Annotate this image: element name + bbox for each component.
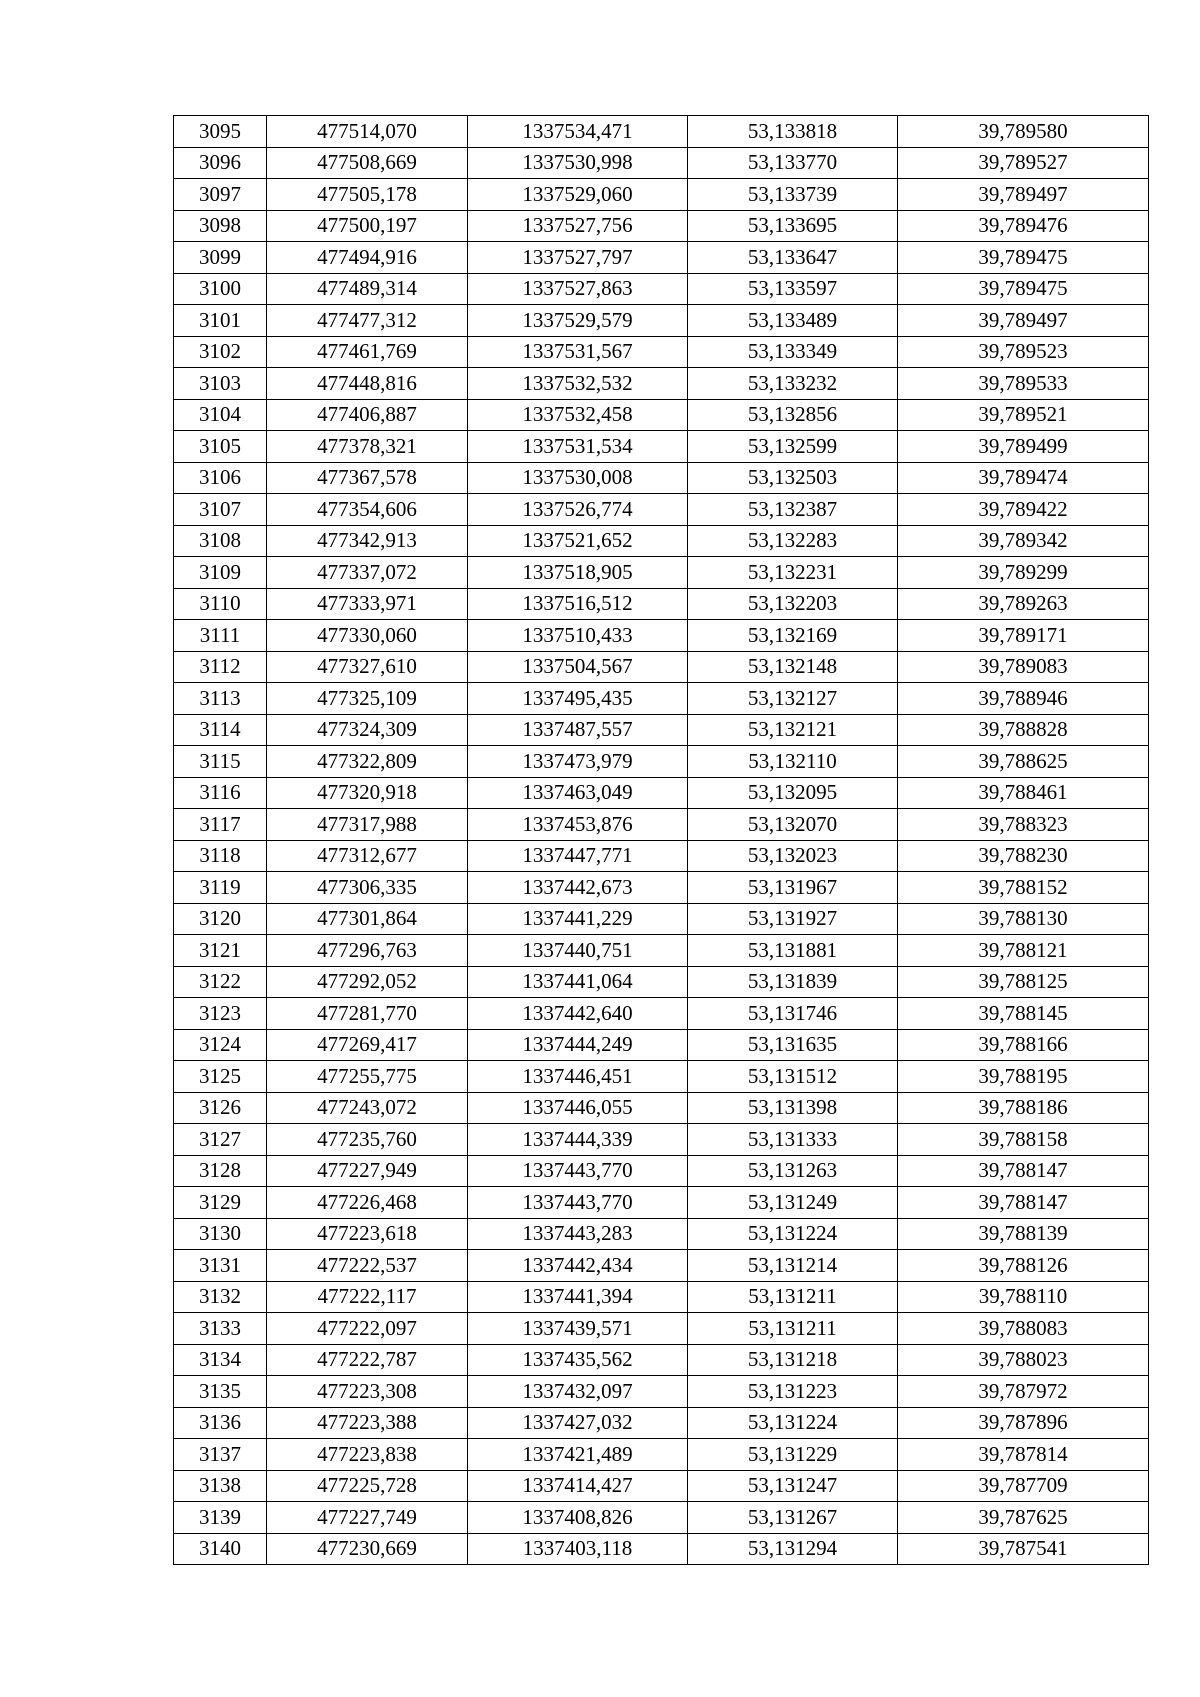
table-row — [174, 1124, 1149, 1156]
y-coordinate-cell: 1337531,567 — [468, 336, 688, 368]
longitude-cell: 39,789299 — [898, 557, 1149, 589]
point-number-cell: 3122 — [174, 966, 267, 998]
point-number-cell: 3132 — [174, 1281, 267, 1313]
x-coordinate-cell: 477324,309 — [267, 714, 468, 746]
latitude-cell: 53,131214 — [688, 1250, 898, 1282]
table-row — [174, 714, 1149, 746]
longitude-cell: 39,789474 — [898, 462, 1149, 494]
table-row — [174, 525, 1149, 557]
latitude-cell: 53,132599 — [688, 431, 898, 463]
longitude-cell: 39,788110 — [898, 1281, 1149, 1313]
x-coordinate-cell: 477500,197 — [267, 210, 468, 242]
table-row — [174, 368, 1149, 400]
latitude-cell: 53,131247 — [688, 1470, 898, 1502]
longitude-cell: 39,788121 — [898, 935, 1149, 967]
y-coordinate-cell: 1337527,756 — [468, 210, 688, 242]
point-number-cell: 3102 — [174, 336, 267, 368]
longitude-cell: 39,788166 — [898, 1029, 1149, 1061]
latitude-cell: 53,133770 — [688, 147, 898, 179]
y-coordinate-cell: 1337527,797 — [468, 242, 688, 274]
table-row — [174, 1187, 1149, 1219]
y-coordinate-cell: 1337446,055 — [468, 1092, 688, 1124]
table-row — [174, 1218, 1149, 1250]
y-coordinate-cell: 1337435,562 — [468, 1344, 688, 1376]
table-row — [174, 840, 1149, 872]
latitude-cell: 53,133739 — [688, 179, 898, 211]
table-row — [174, 494, 1149, 526]
table-row — [174, 998, 1149, 1030]
coordinates-table-body — [174, 116, 1149, 1565]
latitude-cell: 53,132231 — [688, 557, 898, 589]
y-coordinate-cell: 1337443,770 — [468, 1187, 688, 1219]
x-coordinate-cell: 477333,971 — [267, 588, 468, 620]
longitude-cell: 39,789527 — [898, 147, 1149, 179]
latitude-cell: 53,133695 — [688, 210, 898, 242]
point-number-cell: 3136 — [174, 1407, 267, 1439]
y-coordinate-cell: 1337442,640 — [468, 998, 688, 1030]
table-row — [174, 273, 1149, 305]
longitude-cell: 39,788139 — [898, 1218, 1149, 1250]
latitude-cell: 53,131211 — [688, 1281, 898, 1313]
point-number-cell: 3095 — [174, 116, 267, 148]
latitude-cell: 53,131294 — [688, 1533, 898, 1565]
y-coordinate-cell: 1337408,826 — [468, 1502, 688, 1534]
x-coordinate-cell: 477317,988 — [267, 809, 468, 841]
point-number-cell: 3096 — [174, 147, 267, 179]
table-row — [174, 1344, 1149, 1376]
y-coordinate-cell: 1337446,451 — [468, 1061, 688, 1093]
point-number-cell: 3140 — [174, 1533, 267, 1565]
y-coordinate-cell: 1337495,435 — [468, 683, 688, 715]
x-coordinate-cell: 477301,864 — [267, 903, 468, 935]
latitude-cell: 53,132127 — [688, 683, 898, 715]
point-number-cell: 3120 — [174, 903, 267, 935]
latitude-cell: 53,133597 — [688, 273, 898, 305]
point-number-cell: 3116 — [174, 777, 267, 809]
x-coordinate-cell: 477448,816 — [267, 368, 468, 400]
point-number-cell: 3117 — [174, 809, 267, 841]
latitude-cell: 53,132387 — [688, 494, 898, 526]
point-number-cell: 3137 — [174, 1439, 267, 1471]
table-row — [174, 1407, 1149, 1439]
longitude-cell: 39,789521 — [898, 399, 1149, 431]
y-coordinate-cell: 1337463,049 — [468, 777, 688, 809]
latitude-cell: 53,132121 — [688, 714, 898, 746]
y-coordinate-cell: 1337432,097 — [468, 1376, 688, 1408]
latitude-cell: 53,131398 — [688, 1092, 898, 1124]
y-coordinate-cell: 1337439,571 — [468, 1313, 688, 1345]
table-row — [174, 1502, 1149, 1534]
point-number-cell: 3128 — [174, 1155, 267, 1187]
latitude-cell: 53,131927 — [688, 903, 898, 935]
latitude-cell: 53,132169 — [688, 620, 898, 652]
x-coordinate-cell: 477508,669 — [267, 147, 468, 179]
x-coordinate-cell: 477477,312 — [267, 305, 468, 337]
x-coordinate-cell: 477330,060 — [267, 620, 468, 652]
y-coordinate-cell: 1337453,876 — [468, 809, 688, 841]
y-coordinate-cell: 1337444,339 — [468, 1124, 688, 1156]
point-number-cell: 3133 — [174, 1313, 267, 1345]
point-number-cell: 3126 — [174, 1092, 267, 1124]
table-row — [174, 1533, 1149, 1565]
point-number-cell: 3115 — [174, 746, 267, 778]
longitude-cell: 39,789523 — [898, 336, 1149, 368]
y-coordinate-cell: 1337443,770 — [468, 1155, 688, 1187]
table-row — [174, 903, 1149, 935]
latitude-cell: 53,131881 — [688, 935, 898, 967]
point-number-cell: 3138 — [174, 1470, 267, 1502]
y-coordinate-cell: 1337442,434 — [468, 1250, 688, 1282]
table-row — [174, 1092, 1149, 1124]
point-number-cell: 3100 — [174, 273, 267, 305]
y-coordinate-cell: 1337518,905 — [468, 557, 688, 589]
x-coordinate-cell: 477269,417 — [267, 1029, 468, 1061]
longitude-cell: 39,789083 — [898, 651, 1149, 683]
x-coordinate-cell: 477227,749 — [267, 1502, 468, 1534]
y-coordinate-cell: 1337510,433 — [468, 620, 688, 652]
y-coordinate-cell: 1337414,427 — [468, 1470, 688, 1502]
y-coordinate-cell: 1337531,534 — [468, 431, 688, 463]
x-coordinate-cell: 477327,610 — [267, 651, 468, 683]
x-coordinate-cell: 477223,388 — [267, 1407, 468, 1439]
table-row — [174, 399, 1149, 431]
point-number-cell: 3113 — [174, 683, 267, 715]
x-coordinate-cell: 477461,769 — [267, 336, 468, 368]
table-row — [174, 1470, 1149, 1502]
table-row — [174, 336, 1149, 368]
longitude-cell: 39,788461 — [898, 777, 1149, 809]
y-coordinate-cell: 1337487,557 — [468, 714, 688, 746]
latitude-cell: 53,131224 — [688, 1407, 898, 1439]
x-coordinate-cell: 477306,335 — [267, 872, 468, 904]
longitude-cell: 39,788023 — [898, 1344, 1149, 1376]
latitude-cell: 53,132148 — [688, 651, 898, 683]
y-coordinate-cell: 1337442,673 — [468, 872, 688, 904]
latitude-cell: 53,133489 — [688, 305, 898, 337]
table-row — [174, 588, 1149, 620]
point-number-cell: 3119 — [174, 872, 267, 904]
table-row — [174, 620, 1149, 652]
y-coordinate-cell: 1337441,064 — [468, 966, 688, 998]
table-row — [174, 242, 1149, 274]
y-coordinate-cell: 1337526,774 — [468, 494, 688, 526]
longitude-cell: 39,789422 — [898, 494, 1149, 526]
latitude-cell: 53,132023 — [688, 840, 898, 872]
x-coordinate-cell: 477223,838 — [267, 1439, 468, 1471]
y-coordinate-cell: 1337403,118 — [468, 1533, 688, 1565]
point-number-cell: 3101 — [174, 305, 267, 337]
x-coordinate-cell: 477222,097 — [267, 1313, 468, 1345]
longitude-cell: 39,787972 — [898, 1376, 1149, 1408]
point-number-cell: 3131 — [174, 1250, 267, 1282]
longitude-cell: 39,789342 — [898, 525, 1149, 557]
table-row — [174, 809, 1149, 841]
latitude-cell: 53,131223 — [688, 1376, 898, 1408]
latitude-cell: 53,131839 — [688, 966, 898, 998]
longitude-cell: 39,788152 — [898, 872, 1149, 904]
point-number-cell: 3129 — [174, 1187, 267, 1219]
latitude-cell: 53,133349 — [688, 336, 898, 368]
longitude-cell: 39,789171 — [898, 620, 1149, 652]
table-row — [174, 147, 1149, 179]
x-coordinate-cell: 477226,468 — [267, 1187, 468, 1219]
y-coordinate-cell: 1337444,249 — [468, 1029, 688, 1061]
point-number-cell: 3112 — [174, 651, 267, 683]
latitude-cell: 53,131512 — [688, 1061, 898, 1093]
longitude-cell: 39,788145 — [898, 998, 1149, 1030]
x-coordinate-cell: 477230,669 — [267, 1533, 468, 1565]
longitude-cell: 39,787814 — [898, 1439, 1149, 1471]
latitude-cell: 53,132110 — [688, 746, 898, 778]
table-row — [174, 1313, 1149, 1345]
table-row — [174, 1029, 1149, 1061]
table-row — [174, 431, 1149, 463]
latitude-cell: 53,131249 — [688, 1187, 898, 1219]
x-coordinate-cell: 477378,321 — [267, 431, 468, 463]
y-coordinate-cell: 1337440,751 — [468, 935, 688, 967]
x-coordinate-cell: 477505,178 — [267, 179, 468, 211]
longitude-cell: 39,788126 — [898, 1250, 1149, 1282]
latitude-cell: 53,133232 — [688, 368, 898, 400]
x-coordinate-cell: 477243,072 — [267, 1092, 468, 1124]
x-coordinate-cell: 477354,606 — [267, 494, 468, 526]
x-coordinate-cell: 477320,918 — [267, 777, 468, 809]
table-row — [174, 683, 1149, 715]
x-coordinate-cell: 477292,052 — [267, 966, 468, 998]
x-coordinate-cell: 477223,308 — [267, 1376, 468, 1408]
longitude-cell: 39,788147 — [898, 1187, 1149, 1219]
latitude-cell: 53,131229 — [688, 1439, 898, 1471]
latitude-cell: 53,131263 — [688, 1155, 898, 1187]
longitude-cell: 39,788147 — [898, 1155, 1149, 1187]
latitude-cell: 53,132283 — [688, 525, 898, 557]
table-row — [174, 935, 1149, 967]
y-coordinate-cell: 1337532,458 — [468, 399, 688, 431]
y-coordinate-cell: 1337529,060 — [468, 179, 688, 211]
table-row — [174, 179, 1149, 211]
latitude-cell: 53,133818 — [688, 116, 898, 148]
x-coordinate-cell: 477222,537 — [267, 1250, 468, 1282]
longitude-cell: 39,789475 — [898, 242, 1149, 274]
point-number-cell: 3099 — [174, 242, 267, 274]
y-coordinate-cell: 1337427,032 — [468, 1407, 688, 1439]
longitude-cell: 39,788230 — [898, 840, 1149, 872]
longitude-cell: 39,788625 — [898, 746, 1149, 778]
longitude-cell: 39,788158 — [898, 1124, 1149, 1156]
x-coordinate-cell: 477312,677 — [267, 840, 468, 872]
latitude-cell: 53,132095 — [688, 777, 898, 809]
x-coordinate-cell: 477281,770 — [267, 998, 468, 1030]
point-number-cell: 3114 — [174, 714, 267, 746]
y-coordinate-cell: 1337441,394 — [468, 1281, 688, 1313]
coordinates-table — [173, 115, 1149, 1565]
longitude-cell: 39,788186 — [898, 1092, 1149, 1124]
longitude-cell: 39,788828 — [898, 714, 1149, 746]
y-coordinate-cell: 1337532,532 — [468, 368, 688, 400]
y-coordinate-cell: 1337521,652 — [468, 525, 688, 557]
table-row — [174, 1376, 1149, 1408]
latitude-cell: 53,131967 — [688, 872, 898, 904]
y-coordinate-cell: 1337530,998 — [468, 147, 688, 179]
table-row — [174, 1250, 1149, 1282]
point-number-cell: 3139 — [174, 1502, 267, 1534]
point-number-cell: 3111 — [174, 620, 267, 652]
point-number-cell: 3104 — [174, 399, 267, 431]
point-number-cell: 3135 — [174, 1376, 267, 1408]
x-coordinate-cell: 477342,913 — [267, 525, 468, 557]
y-coordinate-cell: 1337530,008 — [468, 462, 688, 494]
x-coordinate-cell: 477296,763 — [267, 935, 468, 967]
x-coordinate-cell: 477406,887 — [267, 399, 468, 431]
point-number-cell: 3118 — [174, 840, 267, 872]
x-coordinate-cell: 477255,775 — [267, 1061, 468, 1093]
point-number-cell: 3134 — [174, 1344, 267, 1376]
x-coordinate-cell: 477489,314 — [267, 273, 468, 305]
longitude-cell: 39,789533 — [898, 368, 1149, 400]
longitude-cell: 39,787709 — [898, 1470, 1149, 1502]
table-row — [174, 210, 1149, 242]
point-number-cell: 3127 — [174, 1124, 267, 1156]
point-number-cell: 3098 — [174, 210, 267, 242]
longitude-cell: 39,788946 — [898, 683, 1149, 715]
table-row — [174, 1155, 1149, 1187]
x-coordinate-cell: 477367,578 — [267, 462, 468, 494]
y-coordinate-cell: 1337473,979 — [468, 746, 688, 778]
longitude-cell: 39,789476 — [898, 210, 1149, 242]
y-coordinate-cell: 1337516,512 — [468, 588, 688, 620]
longitude-cell: 39,789497 — [898, 305, 1149, 337]
latitude-cell: 53,131218 — [688, 1344, 898, 1376]
latitude-cell: 53,131267 — [688, 1502, 898, 1534]
x-coordinate-cell: 477225,728 — [267, 1470, 468, 1502]
point-number-cell: 3103 — [174, 368, 267, 400]
table-row — [174, 777, 1149, 809]
table-row — [174, 462, 1149, 494]
latitude-cell: 53,131211 — [688, 1313, 898, 1345]
x-coordinate-cell: 477494,916 — [267, 242, 468, 274]
point-number-cell: 3106 — [174, 462, 267, 494]
latitude-cell: 53,133647 — [688, 242, 898, 274]
table-row — [174, 651, 1149, 683]
y-coordinate-cell: 1337527,863 — [468, 273, 688, 305]
longitude-cell: 39,789580 — [898, 116, 1149, 148]
y-coordinate-cell: 1337534,471 — [468, 116, 688, 148]
latitude-cell: 53,131333 — [688, 1124, 898, 1156]
latitude-cell: 53,132856 — [688, 399, 898, 431]
longitude-cell: 39,789499 — [898, 431, 1149, 463]
latitude-cell: 53,131746 — [688, 998, 898, 1030]
table-row — [174, 746, 1149, 778]
longitude-cell: 39,789475 — [898, 273, 1149, 305]
x-coordinate-cell: 477337,072 — [267, 557, 468, 589]
point-number-cell: 3108 — [174, 525, 267, 557]
point-number-cell: 3125 — [174, 1061, 267, 1093]
x-coordinate-cell: 477325,109 — [267, 683, 468, 715]
y-coordinate-cell: 1337504,567 — [468, 651, 688, 683]
y-coordinate-cell: 1337529,579 — [468, 305, 688, 337]
y-coordinate-cell: 1337441,229 — [468, 903, 688, 935]
point-number-cell: 3124 — [174, 1029, 267, 1061]
point-number-cell: 3123 — [174, 998, 267, 1030]
y-coordinate-cell: 1337421,489 — [468, 1439, 688, 1471]
latitude-cell: 53,131224 — [688, 1218, 898, 1250]
x-coordinate-cell: 477223,618 — [267, 1218, 468, 1250]
longitude-cell: 39,787896 — [898, 1407, 1149, 1439]
longitude-cell: 39,788323 — [898, 809, 1149, 841]
x-coordinate-cell: 477322,809 — [267, 746, 468, 778]
longitude-cell: 39,787625 — [898, 1502, 1149, 1534]
table-row — [174, 116, 1149, 148]
latitude-cell: 53,132503 — [688, 462, 898, 494]
longitude-cell: 39,787541 — [898, 1533, 1149, 1565]
table-row — [174, 1281, 1149, 1313]
point-number-cell: 3105 — [174, 431, 267, 463]
x-coordinate-cell: 477222,787 — [267, 1344, 468, 1376]
longitude-cell: 39,789497 — [898, 179, 1149, 211]
table-row — [174, 557, 1149, 589]
y-coordinate-cell: 1337443,283 — [468, 1218, 688, 1250]
x-coordinate-cell: 477514,070 — [267, 116, 468, 148]
x-coordinate-cell: 477235,760 — [267, 1124, 468, 1156]
longitude-cell: 39,789263 — [898, 588, 1149, 620]
table-row — [174, 305, 1149, 337]
latitude-cell: 53,132203 — [688, 588, 898, 620]
longitude-cell: 39,788083 — [898, 1313, 1149, 1345]
latitude-cell: 53,132070 — [688, 809, 898, 841]
point-number-cell: 3109 — [174, 557, 267, 589]
longitude-cell: 39,788195 — [898, 1061, 1149, 1093]
x-coordinate-cell: 477222,117 — [267, 1281, 468, 1313]
point-number-cell: 3110 — [174, 588, 267, 620]
table-row — [174, 1439, 1149, 1471]
latitude-cell: 53,131635 — [688, 1029, 898, 1061]
point-number-cell: 3121 — [174, 935, 267, 967]
point-number-cell: 3107 — [174, 494, 267, 526]
longitude-cell: 39,788125 — [898, 966, 1149, 998]
table-row — [174, 1061, 1149, 1093]
longitude-cell: 39,788130 — [898, 903, 1149, 935]
point-number-cell: 3097 — [174, 179, 267, 211]
x-coordinate-cell: 477227,949 — [267, 1155, 468, 1187]
point-number-cell: 3130 — [174, 1218, 267, 1250]
table-row — [174, 872, 1149, 904]
y-coordinate-cell: 1337447,771 — [468, 840, 688, 872]
table-row — [174, 966, 1149, 998]
